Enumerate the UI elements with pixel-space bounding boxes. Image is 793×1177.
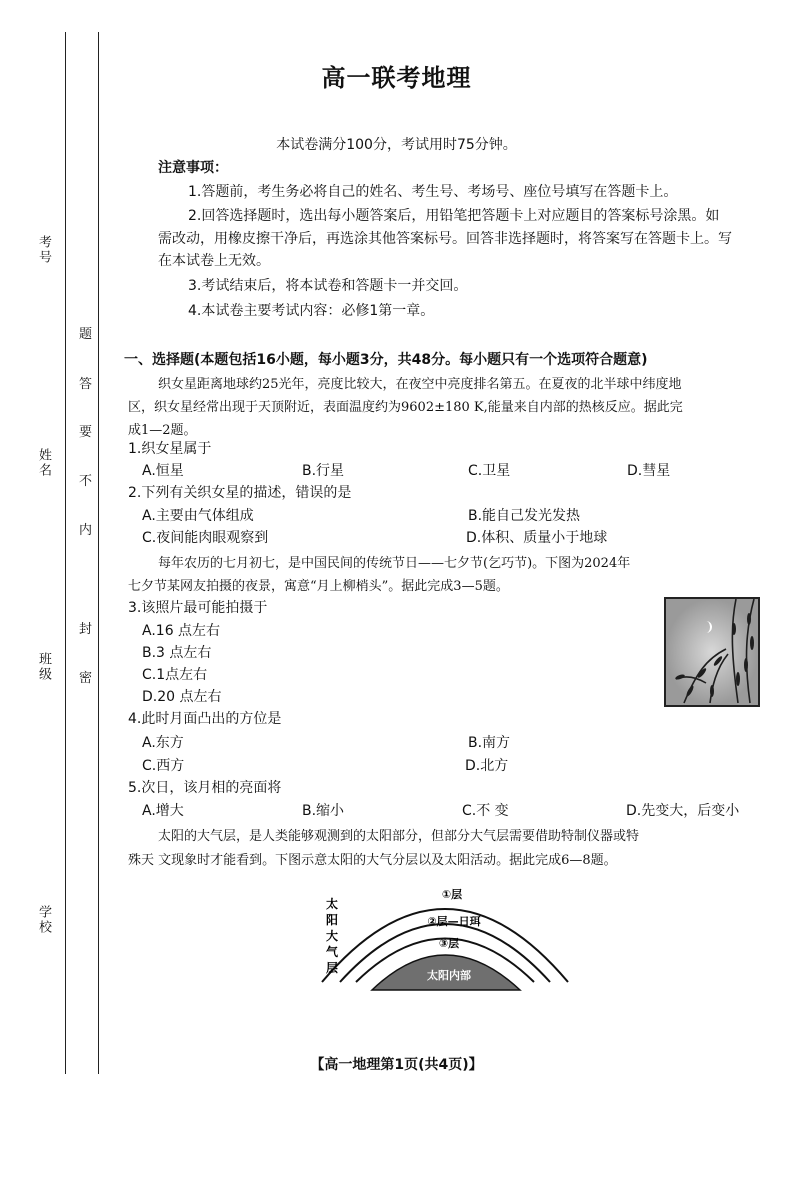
exam-info: 本试卷满分100分，考试用时75分钟。 [276, 137, 517, 153]
option-a: A.主要由气体组成 [142, 508, 254, 524]
name-label: 姓名 [36, 448, 51, 478]
option-d: D.先变大，后变小 [626, 803, 740, 819]
option-d: D.体积、质量小于地球 [466, 530, 608, 546]
side-label-char: 阳 [325, 913, 339, 927]
option-a: A.东方 [142, 735, 184, 751]
seal-char: 密 [79, 671, 93, 686]
layer3-label: ③层 [438, 937, 460, 950]
margin-line-right [98, 32, 99, 1074]
question-stem: 3.该照片最可能拍摄于 [128, 600, 268, 616]
option-b: B.3 点左右 [142, 645, 212, 661]
option-c: C.不 变 [462, 803, 509, 819]
note-item: 2.回答选择题时，选出每小题答案后，用铅笔把答题卡上对应题目的答案标号涂黑。如 [188, 208, 720, 224]
option-c: C.卫星 [468, 463, 511, 479]
notes-heading: 注意事项： [158, 160, 228, 176]
layer2-label: ②层—日珥 [427, 915, 481, 928]
passage-line: 殊天 文现象时才能看到。下图示意太阳的大气分层以及太阳活动。据此完成6—8题。 [128, 853, 617, 868]
seal-char: 答 [79, 377, 93, 392]
option-d: D.20 点左右 [142, 689, 222, 705]
passage-line: 成1—2题。 [128, 423, 197, 438]
page-title: 高一联考地理 [321, 64, 472, 92]
seal-char: 题 [79, 327, 93, 342]
seal-char: 封 [79, 622, 93, 637]
margin-line-left [65, 32, 66, 1074]
layer1-label: ①层 [441, 888, 463, 901]
option-c: C.夜间能肉眼观察到 [142, 530, 269, 546]
seal-char: 内 [79, 523, 93, 538]
option-a: A.增大 [142, 803, 184, 819]
option-b: B.行星 [302, 463, 345, 479]
option-b: B.能自己发光发热 [468, 508, 581, 524]
option-c: C.西方 [142, 758, 185, 774]
note-item: 1.答题前，考生务必将自己的姓名、考生号、考场号、座位号填写在答题卡上。 [188, 184, 678, 200]
solar-atmosphere-diagram [310, 870, 580, 1000]
note-item: 3.考试结束后，将本试卷和答题卡一并交回。 [188, 278, 468, 294]
exam-number-label: 考号 [36, 235, 51, 265]
question-stem: 4.此时月面凸出的方位是 [128, 711, 282, 727]
option-a: A.恒星 [142, 463, 184, 479]
passage-line: 区，织女星经常出现于天顶附近，表面温度约为9602±180 K,能量来自内部的热核反应。据此完 [128, 400, 683, 415]
side-label-char: 气 [325, 945, 339, 959]
question-stem: 1.织女星属于 [128, 441, 212, 457]
seal-char: 不 [79, 474, 93, 489]
option-b: B.缩小 [302, 803, 345, 819]
option-c: C.1点左右 [142, 667, 208, 683]
section-heading: 一、选择题(本题包括16小题，每小题3分，共48分。每小题只有一个选项符合题意) [124, 352, 648, 368]
side-label-char: 太 [325, 897, 339, 911]
class-label: 班级 [36, 652, 51, 682]
core-label: 太阳内部 [427, 969, 471, 982]
note-item: 需改动，用橡皮擦干净后，再选涂其他答案标号。回答非选择题时，将答案写在答题卡上。写 [158, 231, 732, 247]
option-b: B.南方 [468, 735, 511, 751]
school-label: 学校 [36, 905, 51, 935]
note-item: 4.本试卷主要考试内容：必修1第一章。 [188, 303, 435, 319]
seal-char: 要 [79, 425, 93, 440]
question-stem: 2.下列有关织女星的描述，错误的是 [128, 485, 352, 501]
passage-line: 七夕节某网友拍摄的夜景，寓意“月上柳梢头”。据此完成3—5题。 [128, 579, 509, 594]
photo-drawing [666, 599, 758, 705]
passage-line: 每年农历的七月初七，是中国民间的传统节日——七夕节(乞巧节)。下图为2024年 [158, 556, 631, 571]
option-d: D.北方 [465, 758, 509, 774]
page-footer: 【高一地理第1页(共4页)】 [310, 1057, 483, 1073]
side-label-char: 大 [325, 929, 339, 943]
option-a: A.16 点左右 [142, 623, 221, 639]
passage-line: 太阳的大气层，是人类能够观测到的太阳部分，但部分大气层需要借助特制仪器或特 [158, 829, 640, 844]
option-d: D.彗星 [627, 463, 671, 479]
note-item: 在本试卷上无效。 [158, 253, 270, 269]
passage-line: 织女星距离地球约25光年，亮度比较大，在夜空中亮度排名第五。在夏夜的北半球中纬度地 [158, 377, 682, 392]
question-stem: 5.次日，该月相的亮面将 [128, 780, 282, 796]
side-label-char: 层 [325, 961, 339, 975]
moon-willow-photo [664, 597, 760, 707]
